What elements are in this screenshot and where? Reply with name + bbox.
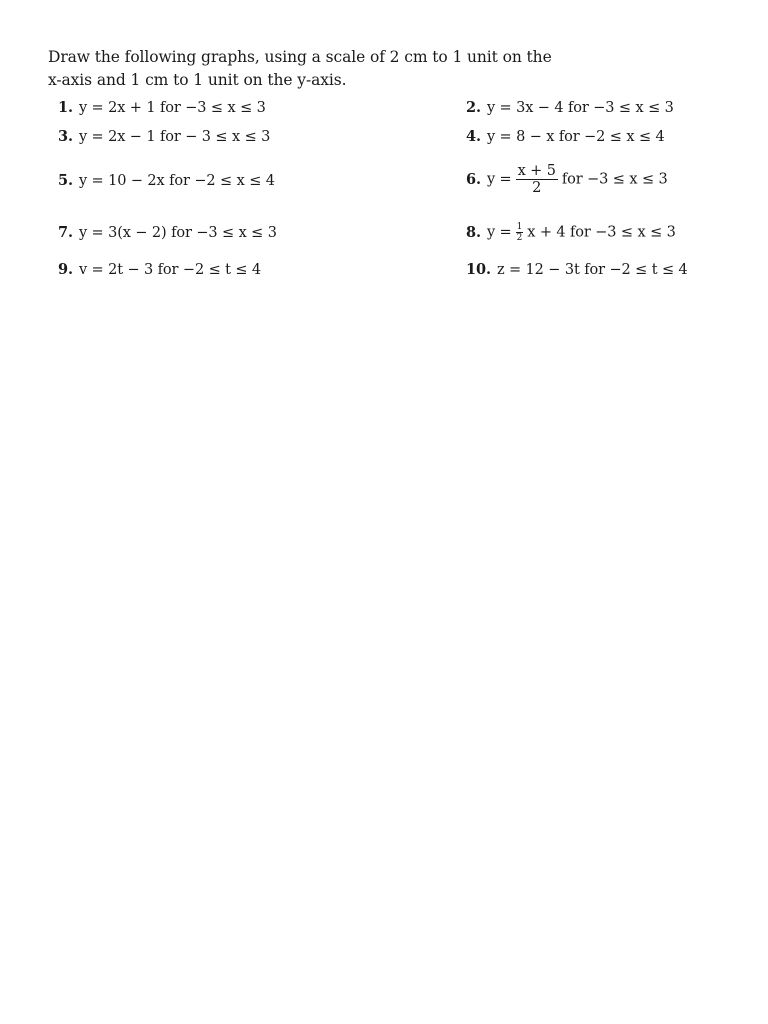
- fraction-numerator: x + 5: [517, 163, 556, 179]
- fraction: [516, 163, 558, 196]
- problem-8: [466, 222, 676, 243]
- problem-6: [466, 163, 668, 196]
- fraction-denominator: 2: [516, 233, 523, 243]
- problem-equation: y = 2x − 1 for − 3 ≤ x ≤ 3: [78, 129, 271, 145]
- problem-number: 2.: [466, 99, 481, 116]
- fraction-numerator: 1: [516, 222, 523, 232]
- problem-equation: z = 12 − 3t for −2 ≤ t ≤ 4: [496, 262, 688, 278]
- problem-7: [58, 224, 277, 242]
- problem-number: 9.: [58, 261, 73, 278]
- problem-number: 5.: [58, 172, 73, 189]
- problem-number: 6.: [466, 170, 481, 188]
- problem-10: [466, 261, 688, 279]
- problem-3: [58, 128, 270, 146]
- problem-number: 8.: [466, 223, 481, 241]
- problem-number: 4.: [466, 128, 481, 145]
- problem-5: [58, 172, 275, 190]
- problem-8-rhs: x + 4 for −3 ≤ x ≤ 3: [527, 224, 676, 241]
- problem-equation: y = 10 − 2x for −2 ≤ x ≤ 4: [78, 173, 275, 189]
- problem-equation: y = 8 − x for −2 ≤ x ≤ 4: [486, 129, 665, 145]
- fraction-denominator: 2: [532, 180, 542, 196]
- problem-2: [466, 99, 674, 117]
- problem-1: [58, 99, 266, 117]
- problem-equation: y = 2x + 1 for −3 ≤ x ≤ 3: [78, 100, 266, 116]
- problem-equation: y = 3x − 4 for −3 ≤ x ≤ 3: [486, 100, 674, 116]
- instructions-line-1: Draw the following graphs, using a scale of 2 cm to 1 unit on the: [48, 48, 552, 66]
- problem-4: [466, 128, 665, 146]
- problem-number: 3.: [58, 128, 73, 145]
- problem-equation: y = 3(x − 2) for −3 ≤ x ≤ 3: [78, 225, 277, 241]
- problem-9: [58, 261, 261, 279]
- problem-number: 7.: [58, 224, 73, 241]
- instructions: [48, 46, 608, 92]
- problem-6-lhs: y =: [486, 171, 512, 188]
- instructions-line-2: x-axis and 1 cm to 1 unit on the y-axis.: [48, 71, 347, 89]
- problem-6-rhs: for −3 ≤ x ≤ 3: [561, 171, 668, 188]
- problem-8-lhs: y =: [486, 224, 512, 241]
- problem-number: 10.: [466, 261, 491, 278]
- problem-equation: v = 2t − 3 for −2 ≤ t ≤ 4: [78, 262, 262, 278]
- fraction: [516, 222, 524, 243]
- problem-number: 1.: [58, 99, 73, 116]
